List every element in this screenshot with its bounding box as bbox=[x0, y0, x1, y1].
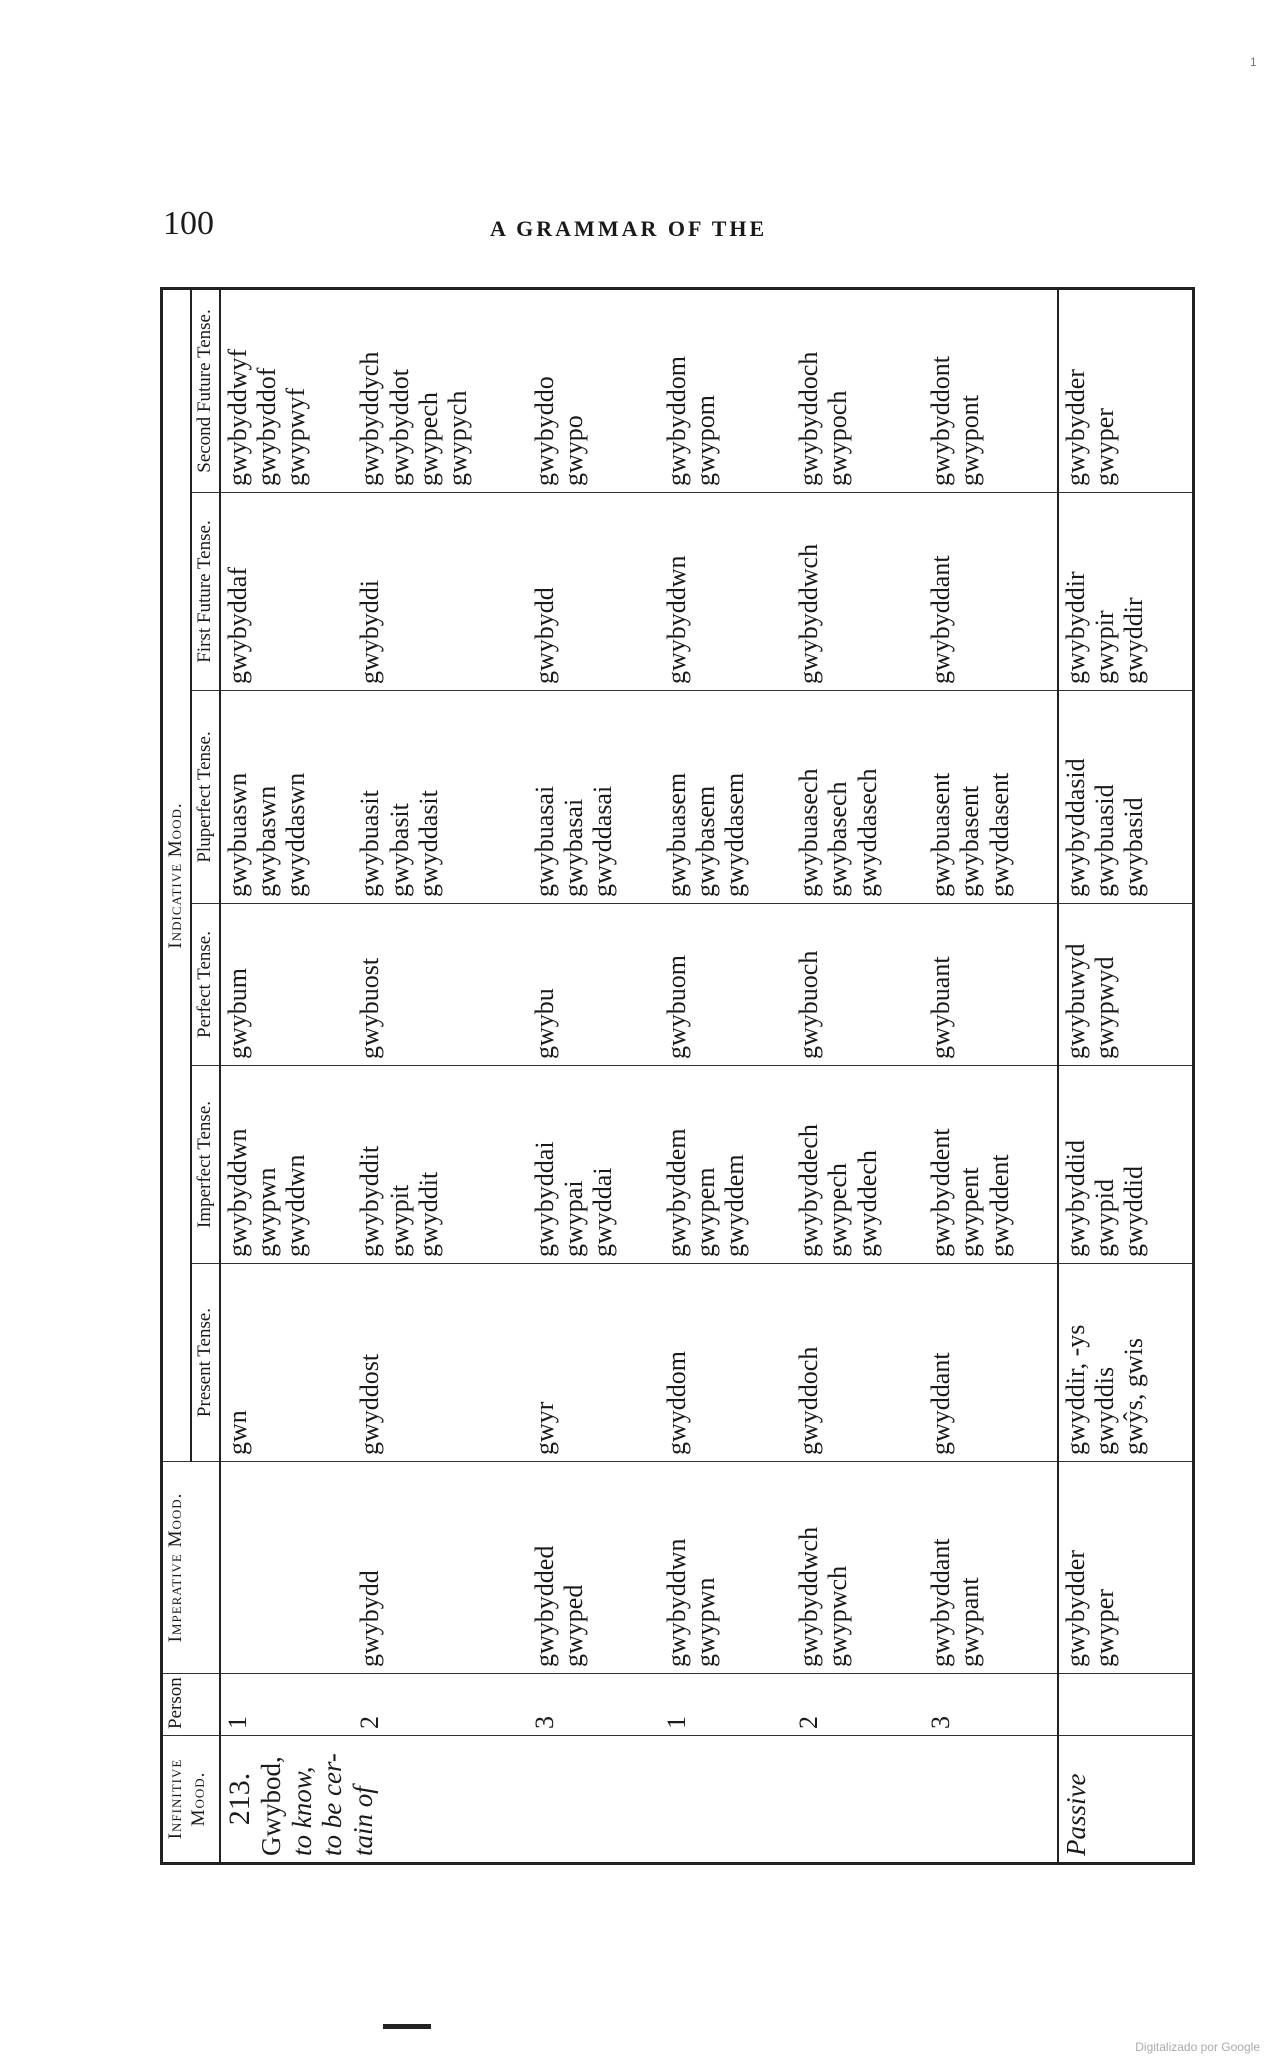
verb-form: gwyddai bbox=[588, 1167, 618, 1257]
pluperfect-cell bbox=[528, 691, 660, 904]
verb-form: gwyddent bbox=[984, 1154, 1014, 1257]
verb-form: gwypwyd bbox=[1090, 956, 1120, 1059]
infinitive-gloss: to know, bbox=[286, 1766, 317, 1856]
verb-form: gwyddaswn bbox=[281, 772, 311, 897]
verb-form: gwyddwn bbox=[281, 1154, 311, 1257]
verb-form: gwybuasid bbox=[1090, 784, 1120, 897]
verb-form: gwybyddwch bbox=[793, 1526, 823, 1667]
present-cell bbox=[528, 1264, 660, 1462]
pluperfect-cell bbox=[924, 691, 1058, 904]
passive-row bbox=[1058, 289, 1194, 1864]
verb-form: gwypid bbox=[1090, 1179, 1120, 1257]
second-future-cell bbox=[1058, 289, 1194, 493]
imperfect-cell bbox=[353, 1066, 527, 1264]
person-number bbox=[1058, 1674, 1194, 1736]
header-imperative: Imperative Mood. bbox=[162, 1462, 220, 1674]
imperative-cell bbox=[660, 1462, 792, 1674]
verb-form: gwybydder bbox=[1060, 1550, 1090, 1667]
verb-form: gwyddant bbox=[926, 1352, 956, 1455]
first-future-cell bbox=[353, 493, 527, 691]
section-number: 213. bbox=[222, 1772, 256, 1826]
verb-form: gwyr bbox=[529, 1401, 559, 1455]
verb-form: gwybyddwyf bbox=[222, 348, 252, 486]
verb-form: gwybuom bbox=[661, 955, 691, 1059]
verb-form: gwybyddwch bbox=[793, 543, 823, 684]
verb-form: gwypai bbox=[558, 1180, 588, 1257]
second-future-cell bbox=[924, 289, 1058, 493]
page-number: 100 bbox=[163, 205, 214, 242]
person-number: 3 bbox=[924, 1674, 1058, 1736]
imperfect-cell bbox=[528, 1066, 660, 1264]
verb-form: gwyper bbox=[1090, 1589, 1120, 1667]
infinitive-cell bbox=[220, 1736, 1058, 1864]
infinitive-gloss: to be cer- bbox=[317, 1753, 348, 1856]
present-cell bbox=[792, 1264, 924, 1462]
verb-form: gwybyddai bbox=[529, 1141, 559, 1257]
table-row bbox=[924, 289, 1058, 1864]
present-cell bbox=[1058, 1264, 1194, 1462]
imperative-cell bbox=[1058, 1462, 1194, 1674]
table-body bbox=[220, 289, 1194, 1864]
verb-form: gwyped bbox=[558, 1584, 588, 1667]
person-number: 3 bbox=[528, 1674, 660, 1736]
verb-form: gwypwyf bbox=[281, 387, 311, 486]
verb-form: gwyddir bbox=[1119, 597, 1149, 684]
verb-form: gwybuwyd bbox=[1060, 943, 1090, 1059]
table-row bbox=[353, 289, 527, 1864]
verb-form: gwybydd bbox=[529, 587, 559, 684]
verb-form: gwybasent bbox=[955, 785, 985, 897]
header-present: Present Tense. bbox=[191, 1264, 220, 1462]
second-future-cell bbox=[353, 289, 527, 493]
table-row bbox=[660, 289, 792, 1864]
header-first-future: First Future Tense. bbox=[191, 493, 220, 691]
verb-form: gwyddoch bbox=[793, 1346, 823, 1455]
second-future-cell bbox=[220, 289, 354, 493]
imperfect-cell bbox=[792, 1066, 924, 1264]
verb-form: gwyddasem bbox=[720, 772, 750, 897]
verb-form: gwybasem bbox=[691, 785, 721, 897]
verb-form: gwybaswn bbox=[251, 785, 281, 897]
infinitive-gloss: tain of bbox=[347, 1786, 378, 1856]
verb-form: gwypir bbox=[1090, 610, 1120, 684]
verb-form: gwybuasech bbox=[793, 768, 823, 897]
perfect-cell bbox=[528, 904, 660, 1066]
verb-form: gwybyddent bbox=[926, 1128, 956, 1257]
present-cell bbox=[220, 1264, 354, 1462]
verb-form: gwypent bbox=[955, 1167, 985, 1257]
present-cell bbox=[924, 1264, 1058, 1462]
verb-form: gwyddit bbox=[413, 1171, 443, 1257]
verb-form: gwybyddaf bbox=[222, 567, 252, 684]
verb-form: gwn bbox=[222, 1410, 252, 1455]
table-row bbox=[792, 289, 924, 1864]
imperfect-cell bbox=[924, 1066, 1058, 1264]
perfect-cell bbox=[1058, 904, 1194, 1066]
first-future-cell bbox=[528, 493, 660, 691]
verb-form: gwypwn bbox=[691, 1577, 721, 1667]
imperative-cell bbox=[220, 1462, 354, 1674]
verb-form: gwyddasent bbox=[984, 772, 1014, 897]
header-indicative: Indicative Mood. bbox=[162, 289, 191, 1462]
verb-form: gwybyddwn bbox=[661, 555, 691, 684]
verb-form: gwypych bbox=[443, 390, 473, 486]
first-future-cell bbox=[1058, 493, 1194, 691]
verb-form: gwypech bbox=[413, 392, 443, 486]
verb-form: gwybyddont bbox=[926, 356, 956, 486]
header-infinitive: Infinitive Mood. bbox=[162, 1736, 220, 1864]
verb-form: gwypwch bbox=[823, 1565, 853, 1667]
verb-form: gwybyddi bbox=[355, 580, 385, 684]
imperative-cell bbox=[924, 1462, 1058, 1674]
verb-form: gwybyddasid bbox=[1060, 758, 1090, 897]
verb-form: gwybyddit bbox=[355, 1145, 385, 1257]
verb-form: gwypoch bbox=[823, 390, 853, 486]
verb-form: gwybyddir bbox=[1060, 571, 1090, 684]
pluperfect-cell bbox=[220, 691, 354, 904]
verb-form: gwypant bbox=[955, 1577, 985, 1667]
verb-form: gwybyddech bbox=[793, 1124, 823, 1257]
verb-form: gwybyddot bbox=[384, 369, 414, 486]
imperfect-cell bbox=[220, 1066, 354, 1264]
verb-form: gwypwn bbox=[251, 1167, 281, 1257]
second-future-cell bbox=[528, 289, 660, 493]
person-number: 1 bbox=[220, 1674, 354, 1736]
verb-form: gwypit bbox=[384, 1184, 414, 1257]
verb-form: gwypem bbox=[691, 1167, 721, 1257]
verb-form: gwyddom bbox=[661, 1351, 691, 1455]
verb-form: gwybyddwn bbox=[222, 1128, 252, 1257]
verb-form: gwybuoch bbox=[793, 950, 823, 1059]
verb-form: gwyddost bbox=[355, 1353, 385, 1455]
table-header-row bbox=[162, 289, 191, 1864]
pluperfect-cell bbox=[660, 691, 792, 904]
first-future-cell bbox=[924, 493, 1058, 691]
verb-form: gwybyddof bbox=[251, 367, 281, 486]
imperfect-cell bbox=[660, 1066, 792, 1264]
verb-form: gwybuaswn bbox=[222, 772, 252, 897]
verb-form: gwybyddem bbox=[661, 1128, 691, 1257]
verb-form: gwybyddom bbox=[661, 356, 691, 486]
verb-form: gwybuasent bbox=[926, 772, 956, 897]
conjugation-table bbox=[160, 287, 1195, 1865]
present-cell bbox=[353, 1264, 527, 1462]
verb-form: gwyddasech bbox=[852, 768, 882, 897]
imperative-cell bbox=[353, 1462, 527, 1674]
verb-form: gwybydder bbox=[1060, 369, 1090, 486]
pluperfect-cell bbox=[353, 691, 527, 904]
perfect-cell bbox=[353, 904, 527, 1066]
first-future-cell bbox=[220, 493, 354, 691]
perfect-cell bbox=[220, 904, 354, 1066]
person-number: 2 bbox=[353, 1674, 527, 1736]
table-row bbox=[528, 289, 660, 1864]
imperative-cell bbox=[528, 1462, 660, 1674]
verb-form: gwybuasit bbox=[355, 790, 385, 897]
first-future-cell bbox=[792, 493, 924, 691]
header-second-future: Second Future Tense. bbox=[191, 289, 220, 493]
verb-form: gwybydded bbox=[529, 1545, 559, 1667]
verb-form: gwybyddant bbox=[926, 555, 956, 684]
verb-form: gwybyddant bbox=[926, 1538, 956, 1667]
second-future-cell bbox=[792, 289, 924, 493]
perfect-cell bbox=[924, 904, 1058, 1066]
person-number: 2 bbox=[792, 1674, 924, 1736]
header-pluperfect: Pluperfect Tense. bbox=[191, 691, 220, 904]
bottom-rule bbox=[383, 2024, 431, 2029]
verb-form: gwyddis bbox=[1090, 1366, 1120, 1455]
verb-form: gwypech bbox=[823, 1163, 853, 1257]
person-number: 1 bbox=[660, 1674, 792, 1736]
verb-form: gwybyddoch bbox=[793, 351, 823, 486]
verb-form: gwyddem bbox=[720, 1154, 750, 1257]
first-future-cell bbox=[660, 493, 792, 691]
verb-form: gwyper bbox=[1090, 408, 1120, 486]
conjugation-table-rotated bbox=[160, 290, 1195, 1865]
verb-form: gwybyddo bbox=[529, 376, 559, 486]
verb-form: gwybuasai bbox=[529, 785, 559, 897]
passive-label: Passive bbox=[1058, 1736, 1194, 1864]
verb-form: gwypom bbox=[691, 395, 721, 486]
imperative-cell bbox=[792, 1462, 924, 1674]
verb-form: gwybasai bbox=[558, 798, 588, 897]
table-row bbox=[220, 289, 354, 1864]
verb-form: gwybasit bbox=[384, 803, 414, 897]
verb-form: gwybum bbox=[222, 968, 252, 1059]
imperfect-cell bbox=[1058, 1066, 1194, 1264]
verb-form: gwybuasem bbox=[661, 772, 691, 897]
verb-form: gwyddir, -ys bbox=[1060, 1324, 1090, 1455]
verb-form: gwybu bbox=[529, 988, 559, 1059]
verb-form: gwybasid bbox=[1119, 797, 1149, 897]
header-imperfect: Imperfect Tense. bbox=[191, 1066, 220, 1264]
page-tick-mark: 1 bbox=[1250, 55, 1257, 69]
infinitive-verb: Gwybod, bbox=[256, 1756, 287, 1856]
verb-form: gwypo bbox=[558, 415, 588, 486]
verb-form: gwybydd bbox=[355, 1570, 385, 1667]
verb-form: gwybyddwn bbox=[661, 1538, 691, 1667]
verb-form: gwybyddych bbox=[355, 351, 385, 486]
pluperfect-cell bbox=[792, 691, 924, 904]
present-cell bbox=[660, 1264, 792, 1462]
verb-form: gwypont bbox=[955, 395, 985, 486]
perfect-cell bbox=[792, 904, 924, 1066]
verb-form: gwybuost bbox=[355, 957, 385, 1059]
verb-form: gwyddasit bbox=[413, 790, 443, 897]
verb-form: gwyddid bbox=[1119, 1166, 1149, 1257]
running-head: A GRAMMAR OF THE bbox=[490, 216, 768, 241]
verb-form: gwŷs, gwis bbox=[1119, 1337, 1149, 1455]
perfect-cell bbox=[660, 904, 792, 1066]
header-person: Person bbox=[162, 1674, 220, 1736]
header-perfect: Perfect Tense. bbox=[191, 904, 220, 1066]
second-future-cell bbox=[660, 289, 792, 493]
verb-form: gwybyddid bbox=[1060, 1140, 1090, 1257]
verb-form: gwyddech bbox=[852, 1150, 882, 1257]
digitization-credit: Digitalizado por Google bbox=[1135, 2040, 1260, 2054]
verb-form: gwybuant bbox=[926, 956, 956, 1059]
verb-form: gwybasech bbox=[823, 781, 853, 897]
verb-form: gwyddasai bbox=[588, 785, 618, 897]
pluperfect-cell bbox=[1058, 691, 1194, 904]
